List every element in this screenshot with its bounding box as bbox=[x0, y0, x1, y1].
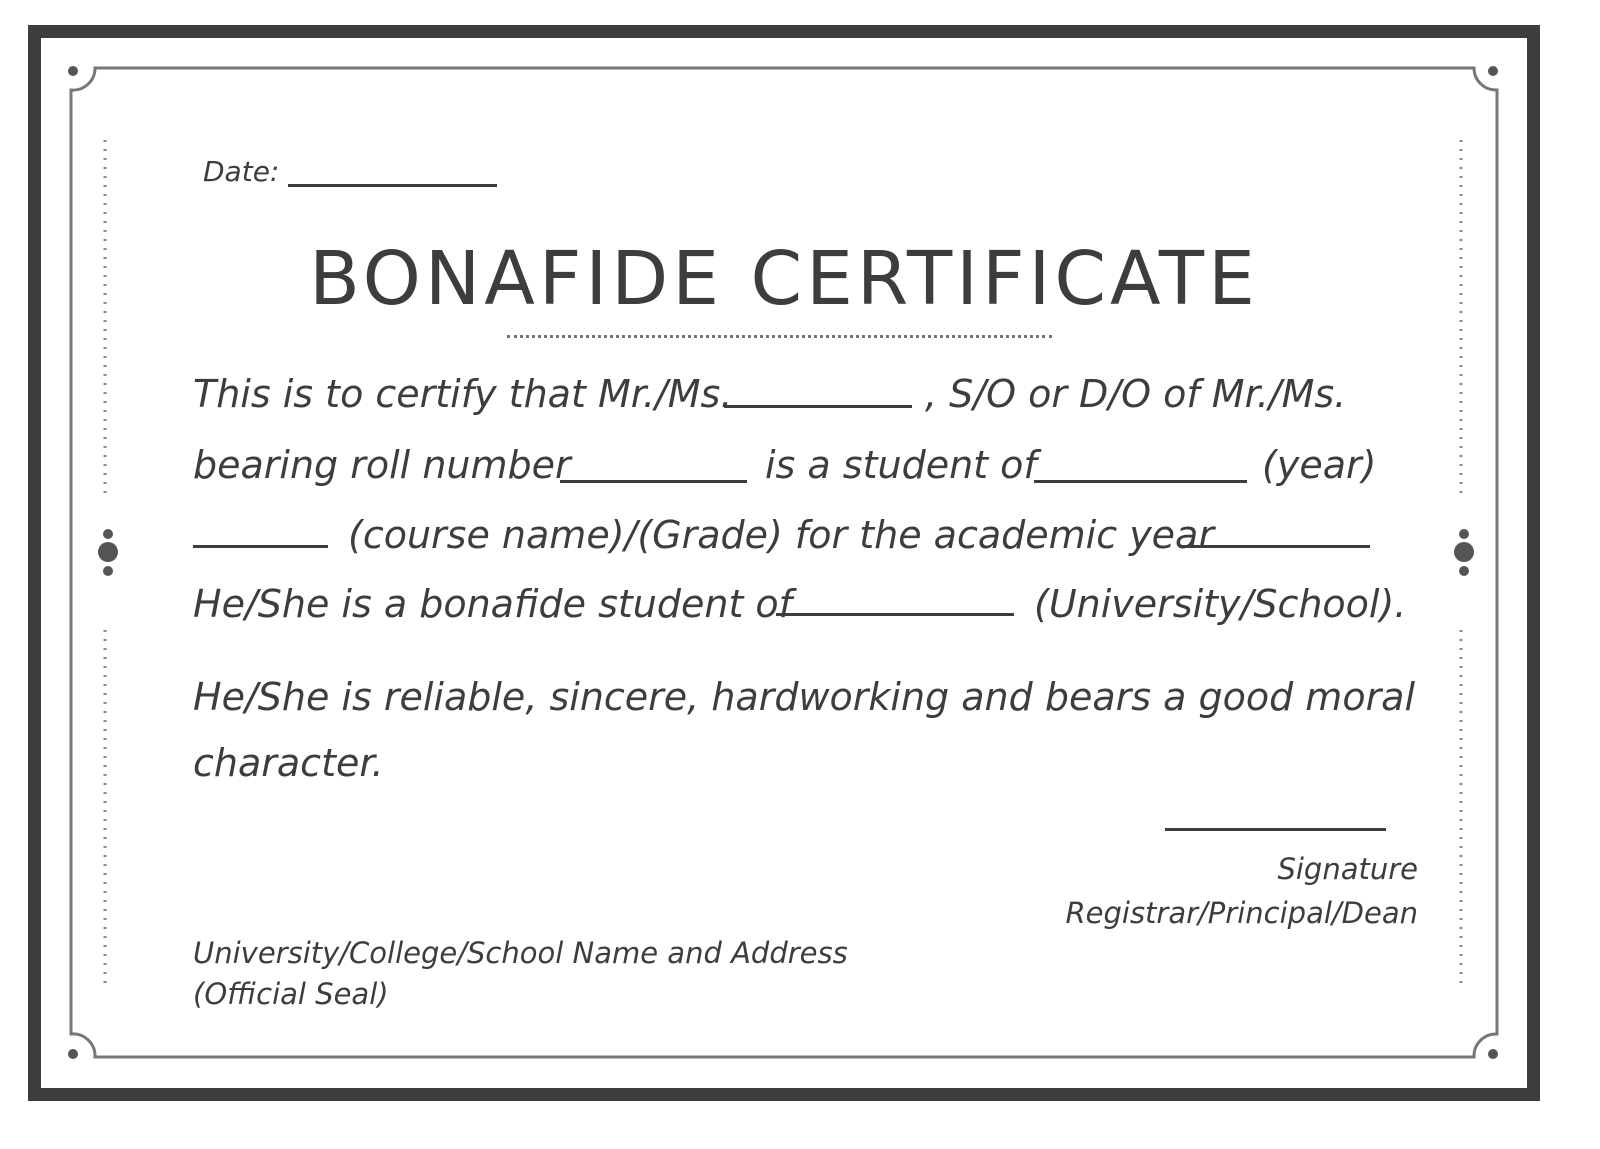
signature-line[interactable] bbox=[1165, 828, 1386, 831]
body-line5: He/She is reliable, sincere, hardworking and bears a good moral bbox=[193, 675, 1416, 719]
year-blank[interactable] bbox=[1034, 480, 1247, 483]
official-seal-label: (Official Seal) bbox=[193, 977, 389, 1011]
body-line4-b: (University/School). bbox=[1034, 582, 1407, 626]
body-line1-b: , S/O or D/O of Mr./Ms. bbox=[925, 372, 1347, 416]
corner-dot-icon bbox=[68, 66, 78, 76]
institution-name-address: University/College/School Name and Address bbox=[193, 936, 848, 970]
side-ornament-icon bbox=[1454, 529, 1474, 576]
body-line1-a: This is to certify that Mr./Ms. bbox=[193, 372, 733, 416]
title-divider bbox=[507, 335, 1052, 338]
date-blank[interactable] bbox=[288, 184, 497, 187]
student-name-blank[interactable] bbox=[724, 405, 912, 408]
corner-dot-icon bbox=[1488, 1049, 1498, 1059]
corner-dot-icon bbox=[1488, 66, 1498, 76]
signature-label: Signature bbox=[1277, 852, 1418, 886]
corner-dot-icon bbox=[68, 1049, 78, 1059]
body-line2-c: (year) bbox=[1262, 443, 1377, 487]
institution-blank[interactable] bbox=[776, 613, 1014, 616]
body-line2-b: is a student of bbox=[765, 443, 1037, 487]
date-label: Date: bbox=[203, 155, 280, 188]
signature-role: Registrar/Principal/Dean bbox=[1065, 896, 1418, 930]
body-line6: character. bbox=[193, 741, 384, 785]
side-ornament-icon bbox=[98, 529, 118, 576]
course-name-blank[interactable] bbox=[193, 545, 328, 548]
body-line2-a: bearing roll number bbox=[193, 443, 571, 487]
academic-year-blank[interactable] bbox=[1181, 545, 1370, 548]
body-line4-a: He/She is a bonafide student of bbox=[193, 582, 793, 626]
body-line3-a: (course name)/(Grade) for the academic year bbox=[348, 513, 1214, 557]
certificate-title: BONAFIDE CERTIFICATE bbox=[309, 236, 1259, 322]
roll-number-blank[interactable] bbox=[560, 480, 747, 483]
